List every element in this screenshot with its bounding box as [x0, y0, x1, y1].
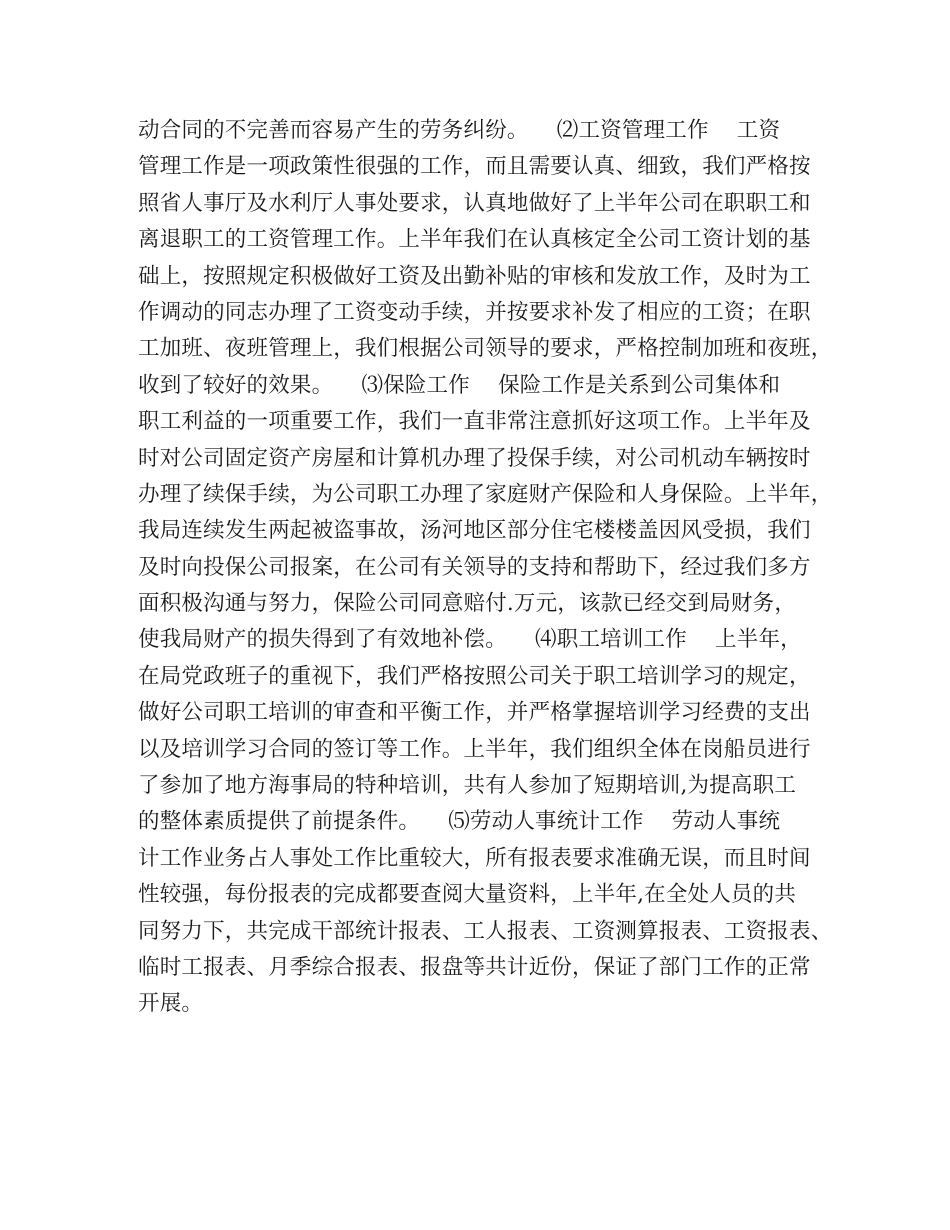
- body-paragraph: [138, 113, 838, 1023]
- text-line: 办理了续保手续，为公司职工办理了家庭财产保险和人身保险。上半年，: [138, 481, 833, 507]
- text-line: 了参加了地方海事局的特种培训，共有人参加了短期培训,为提高职工: [138, 773, 797, 799]
- text-line: 性较强，每份报表的完成都要查阅大量资料，上半年,在全处人员的共: [138, 882, 797, 908]
- text-line: 做好公司职工培训的审查和平衡工作，并严格掌握培训学习经费的支出: [138, 700, 811, 726]
- text-line: 收到了较好的效果。 ⑶保险工作 保险工作是关系到公司集体和: [138, 372, 781, 398]
- text-line: 管理工作是一项政策性很强的工作，而且需要认真、细致，我们严格按: [138, 154, 811, 180]
- text-line: 照省人事厅及水利厅人事处要求，认真地做好了上半年公司在职职工和: [138, 190, 811, 216]
- text-line: 职工利益的一项重要工作，我们一直非常注意抓好这项工作。上半年及: [138, 409, 811, 435]
- text-line: 工加班、夜班管理上，我们根据公司领导的要求，严格控制加班和夜班，: [138, 336, 833, 362]
- text-line: 及时向投保公司报案，在公司有关领导的支持和帮助下，经过我们多方: [138, 554, 811, 580]
- text-line: 使我局财产的损失得到了有效地补偿。 ⑷职工培训工作 上半年，: [138, 627, 802, 653]
- text-line: 计工作业务占人事处工作比重较大，所有报表要求准确无误，而且时间: [138, 845, 811, 871]
- text-line: 面积极沟通与努力，保险公司同意赔付.万元，该款已经交到局财务，: [138, 591, 797, 617]
- text-line: 在局党政班子的重视下，我们严格按照公司关于职工培训学习的规定，: [138, 663, 811, 689]
- text-line: 的整体素质提供了前提条件。 ⑸劳动人事统计工作 劳动人事统: [138, 809, 781, 835]
- text-line: 我局连续发生两起被盗事故，汤河地区部分住宅楼楼盖因风受损，我们: [138, 518, 811, 544]
- text-line: 作调动的同志办理了工资变动手续，并按要求补发了相应的工资；在职: [138, 299, 811, 325]
- text-line: 离退职工的工资管理工作。上半年我们在认真核定全公司工资计划的基: [138, 227, 811, 253]
- text-line: 础上，按照规定积极做好工资及出勤补贴的审核和发放工作，及时为工: [138, 263, 811, 289]
- text-line: 动合同的不完善而容易产生的劳务纠纷。 ⑵工资管理工作 工资: [138, 118, 781, 143]
- text-line: 时对公司固定资产房屋和计算机办理了投保手续，对公司机动车辆按时: [138, 445, 811, 471]
- text-line: 开展。: [138, 991, 204, 1017]
- text-line: 以及培训学习合同的签订等工作。上半年，我们组织全体在岗船员进行: [138, 736, 811, 762]
- text-line: 临时工报表、月季综合报表、报盘等共计近份，保证了部门工作的正常: [138, 954, 811, 980]
- text-line: 同努力下，共完成干部统计报表、工人报表、工资测算报表、工资报表、: [138, 918, 833, 944]
